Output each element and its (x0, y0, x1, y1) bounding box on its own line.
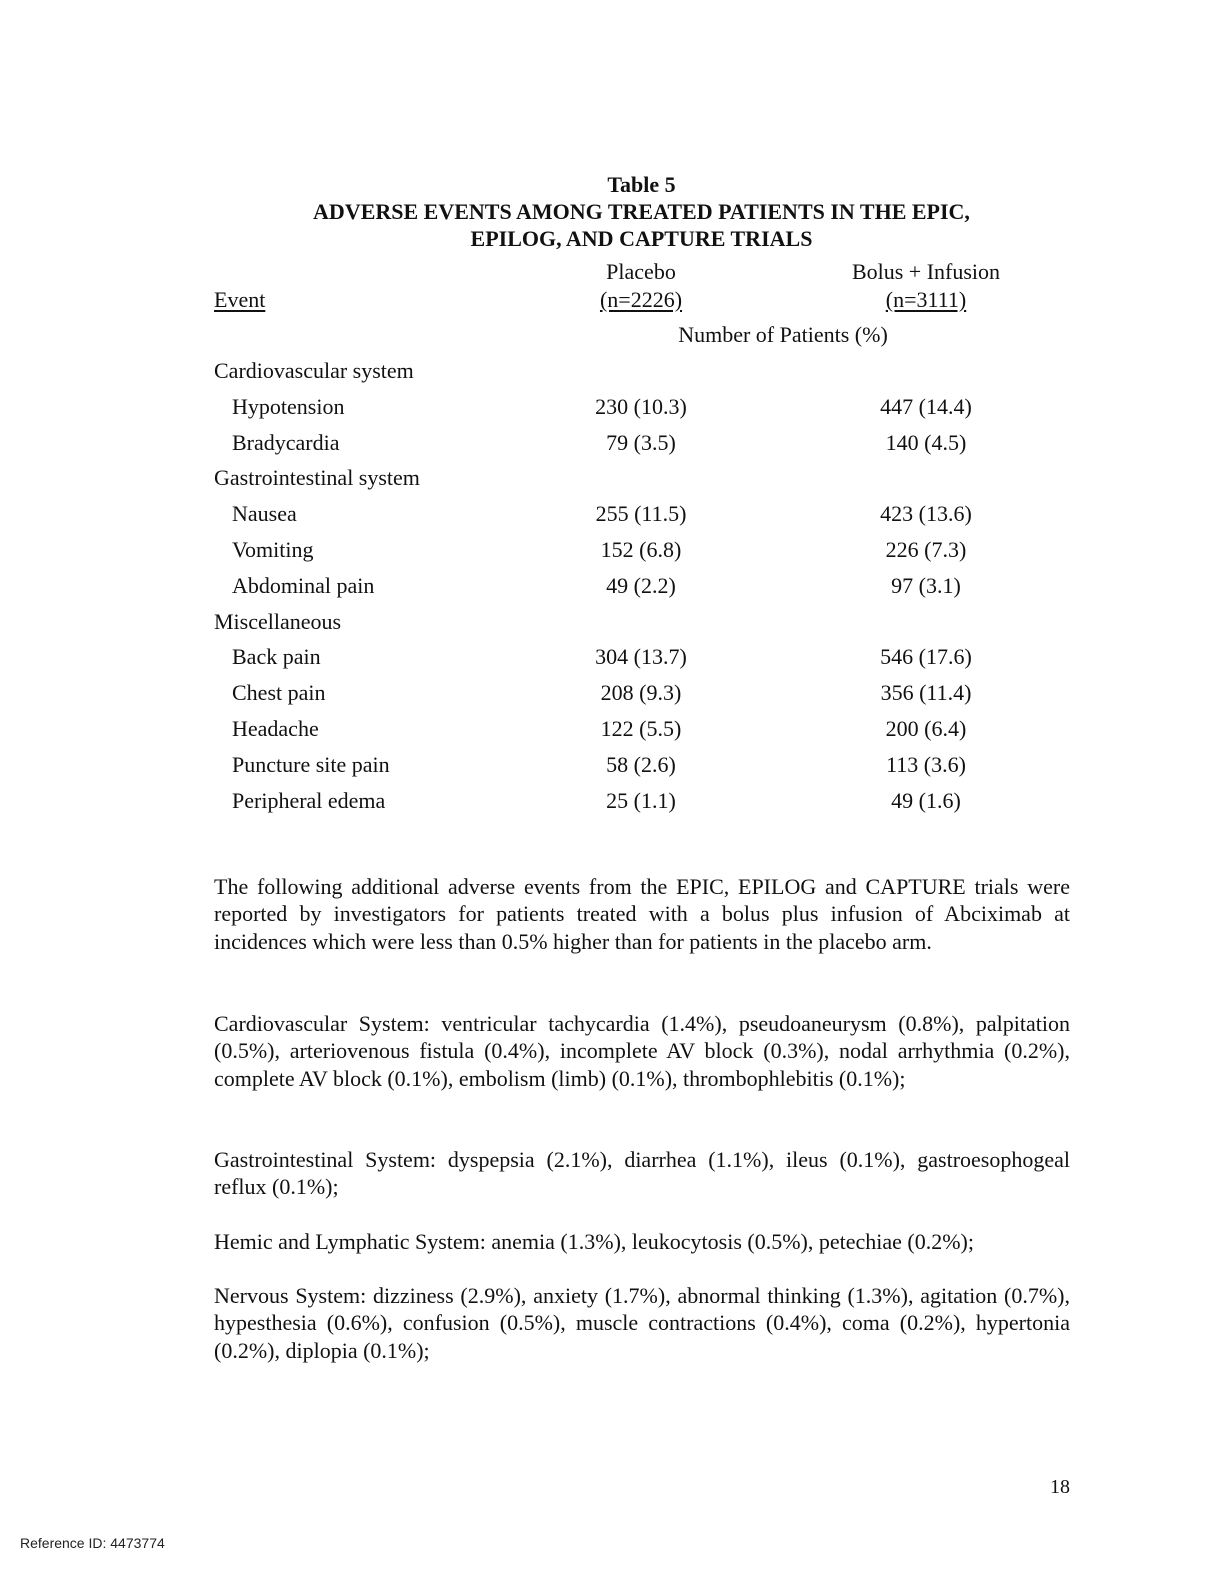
bolus-cell: 113 (3.6) (886, 751, 966, 777)
table-row (214, 500, 1114, 536)
units-caption: Number of Patients (%) (678, 322, 888, 347)
table-row (214, 572, 1114, 608)
table-row (214, 679, 1114, 715)
row-label: Hypotension (232, 393, 345, 419)
placebo-column-name: Placebo (606, 259, 676, 284)
hemic-paragraph: Hemic and Lymphatic System: anemia (1.3%), leukocytosis (0.5%), petechiae (0.2%); (214, 1229, 974, 1254)
bolus-cell: 226 (7.3) (885, 536, 967, 562)
bolus-cell: 97 (3.1) (891, 572, 961, 598)
row-label: Abdominal pain (232, 572, 375, 598)
placebo-column-header (566, 258, 716, 314)
row-label: Vomiting (232, 536, 314, 562)
placebo-cell: 79 (3.5) (606, 429, 676, 455)
table-row (214, 787, 1114, 823)
row-label: Cardiovascular system (214, 358, 414, 383)
bolus-cell: 140 (4.5) (885, 429, 967, 455)
row-label: Chest pain (232, 680, 326, 706)
reference-id: Reference ID: 4473774 (20, 1535, 165, 1551)
row-label: Miscellaneous (214, 608, 342, 634)
bolus-cell: 447 (14.4) (880, 393, 972, 419)
row-label: Gastrointestinal system (214, 465, 420, 491)
intro-paragraph: The following additional adverse events from the EPIC, EPILOG and CAPTURE trials were reported by investigators for patients treated with a bolus plus infusion of Abciximab at incidences which were less than 0.5% higher than for patients in the placebo arm. (214, 874, 1070, 954)
row-label: Back pain (232, 644, 321, 670)
table-row (214, 393, 1114, 429)
table-title-line-2: EPILOG, AND CAPTURE TRIALS (470, 226, 813, 251)
page-number: 18 (1050, 1476, 1070, 1498)
placebo-cell: 49 (2.2) (606, 572, 676, 598)
placebo-cell: 122 (5.5) (600, 715, 682, 741)
row-label: Nausea (232, 501, 297, 527)
bolus-cell: 356 (11.4) (880, 680, 972, 706)
placebo-column-n: (n=2226) (599, 287, 683, 312)
event-column-header: Event (214, 287, 266, 312)
placebo-cell: 25 (1.1) (606, 787, 676, 813)
table-title-block (0, 171, 1224, 252)
placebo-cell: 255 (11.5) (595, 501, 687, 527)
cardiovascular-paragraph: Cardiovascular System: ventricular tachycardia (1.4%), pseudoaneurysm (0.8%), palpitation (0.5%), arteriovenous fistula (0.4%), incomplete AV block (0.3%), nodal arrhythmia (0.2%), complete AV block (0.1%), embolism (limb) (0.1%), thrombophlebitis (0.1%); (214, 1011, 1070, 1091)
bolus-cell: 200 (6.4) (885, 715, 967, 741)
table-row (214, 715, 1114, 751)
bolus-column-header (826, 258, 1026, 314)
bolus-column-n: (n=3111) (885, 287, 967, 312)
row-label: Peripheral edema (232, 787, 386, 813)
nervous-paragraph: Nervous System: dizziness (2.9%), anxiety (1.7%), abnormal thinking (1.3%), agitation (0.7%), hypesthesia (0.6%), confusion (0.5%), muscle contractions (0.4%), coma (0.2%), hypertonia (0.2%), diplopia (0.1%); (214, 1283, 1070, 1363)
placebo-cell: 58 (2.6) (606, 751, 676, 777)
gastrointestinal-paragraph: Gastrointestinal System: dyspepsia (2.1%), diarrhea (1.1%), ileus (0.1%), gastroesophogeal reflux (0.1%); (214, 1147, 1070, 1200)
table-row-category (214, 357, 1114, 393)
bolus-cell: 546 (17.6) (880, 644, 972, 670)
placebo-cell: 230 (10.3) (595, 393, 687, 419)
table-row-category (214, 608, 1114, 644)
placebo-cell: 208 (9.3) (600, 680, 682, 706)
bolus-column-name: Bolus + Infusion (851, 259, 1001, 284)
placebo-cell: 304 (13.7) (595, 644, 687, 670)
table-label: Table 5 (607, 172, 676, 197)
table-row-category (214, 464, 1114, 500)
bolus-cell: 423 (13.6) (880, 501, 972, 527)
adverse-events-table (214, 357, 1114, 822)
table-row (214, 751, 1114, 787)
bolus-cell: 49 (1.6) (891, 787, 961, 813)
row-label: Bradycardia (232, 429, 340, 455)
placebo-cell: 152 (6.8) (600, 536, 682, 562)
row-label: Puncture site pain (232, 751, 390, 777)
table-row (214, 643, 1114, 679)
table-row (214, 429, 1114, 465)
table-row (214, 536, 1114, 572)
table-title-line-1: ADVERSE EVENTS AMONG TREATED PATIENTS IN THE EPIC, (313, 199, 970, 224)
row-label: Headache (232, 715, 319, 741)
